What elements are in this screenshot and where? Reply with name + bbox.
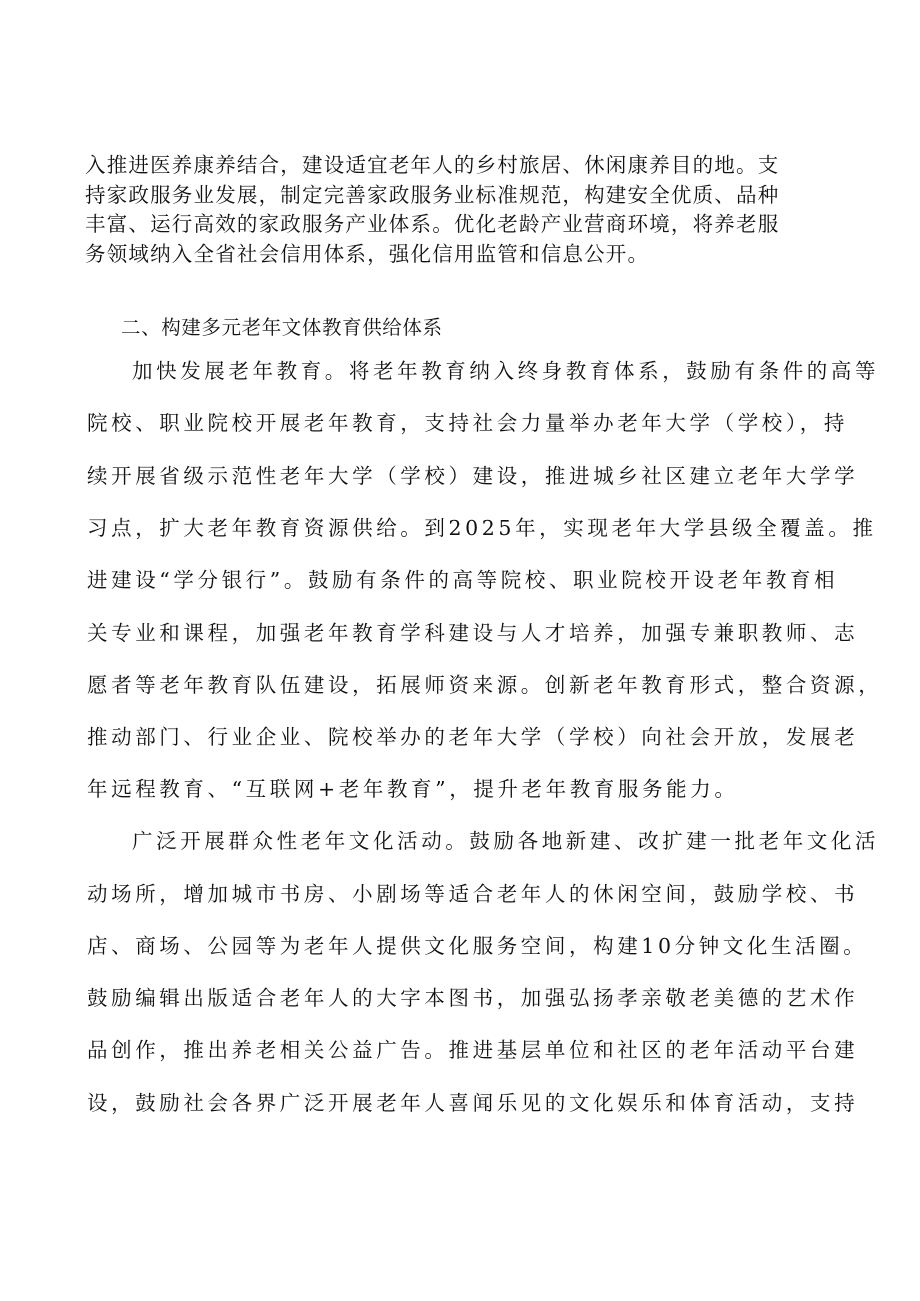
- text-line: 关专业和课程，加强老年教育学科建设与人才培养，加强专兼职教师、志: [87, 621, 859, 645]
- text-line: 愿者等老年教育队伍建设，拓展师资来源。创新老年教育形式，整合资源，: [87, 673, 883, 697]
- text-line: 丰富、运行高效的家政服务产业体系。优化老龄产业营商环境，将养老服: [85, 212, 780, 236]
- text-line: 加快发展老年教育。将老年教育纳入终身教育体系，鼓励有条件的高等: [132, 359, 880, 383]
- text-line: 持家政服务业发展，制定完善家政服务业标准规范，构建安全优质、品种: [85, 183, 780, 207]
- text-line: 年远程教育、“互联网+老年教育”，提升老年教育服务能力。: [87, 777, 739, 801]
- text-line: 推动部门、行业企业、院校举办的老年大学（学校）向社会开放，发展老: [87, 725, 859, 749]
- text-line: 动场所，增加城市书房、小剧场等适合老年人的休闲空间，鼓励学校、书: [87, 882, 859, 906]
- text-line: 品创作，推出养老相关公益广告。推进基层单位和社区的老年活动平台建: [87, 1038, 859, 1062]
- text-line: 设，鼓励社会各界广泛开展老年人喜闻乐见的文化娱乐和体育活动，支持: [87, 1091, 859, 1115]
- text-line: 广泛开展群众性老年文化活动。鼓励各地新建、改扩建一批老年文化活: [132, 829, 880, 853]
- text-line: 鼓励编辑出版适合老年人的大字本图书，加强弘扬孝亲敬老美德的艺术作: [87, 986, 859, 1010]
- section-heading: 二、构建多元老年文体教育供给体系: [121, 316, 443, 339]
- text-line: 入推进医养康养结合，建设适宜老年人的乡村旅居、休闲康养目的地。支: [85, 153, 780, 177]
- text-line: 务领域纳入全省社会信用体系，强化信用监管和信息公开。: [85, 242, 650, 266]
- text-line: 进建设“学分银行”。鼓励有条件的高等院校、职业院校开设老年教育相: [87, 568, 839, 592]
- text-line: 续开展省级示范性老年大学（学校）建设，推进城乡社区建立老年大学学: [87, 464, 859, 488]
- text-line: 院校、职业院校开展老年教育，支持社会力量举办老年大学（学校），持: [87, 411, 848, 435]
- text-line: 习点，扩大老年教育资源供给。到2025年，实现老年大学县级全覆盖。推: [87, 516, 877, 540]
- text-line: 店、商场、公园等为老年人提供文化服务空间，构建10分钟文化生活圈。: [87, 934, 868, 958]
